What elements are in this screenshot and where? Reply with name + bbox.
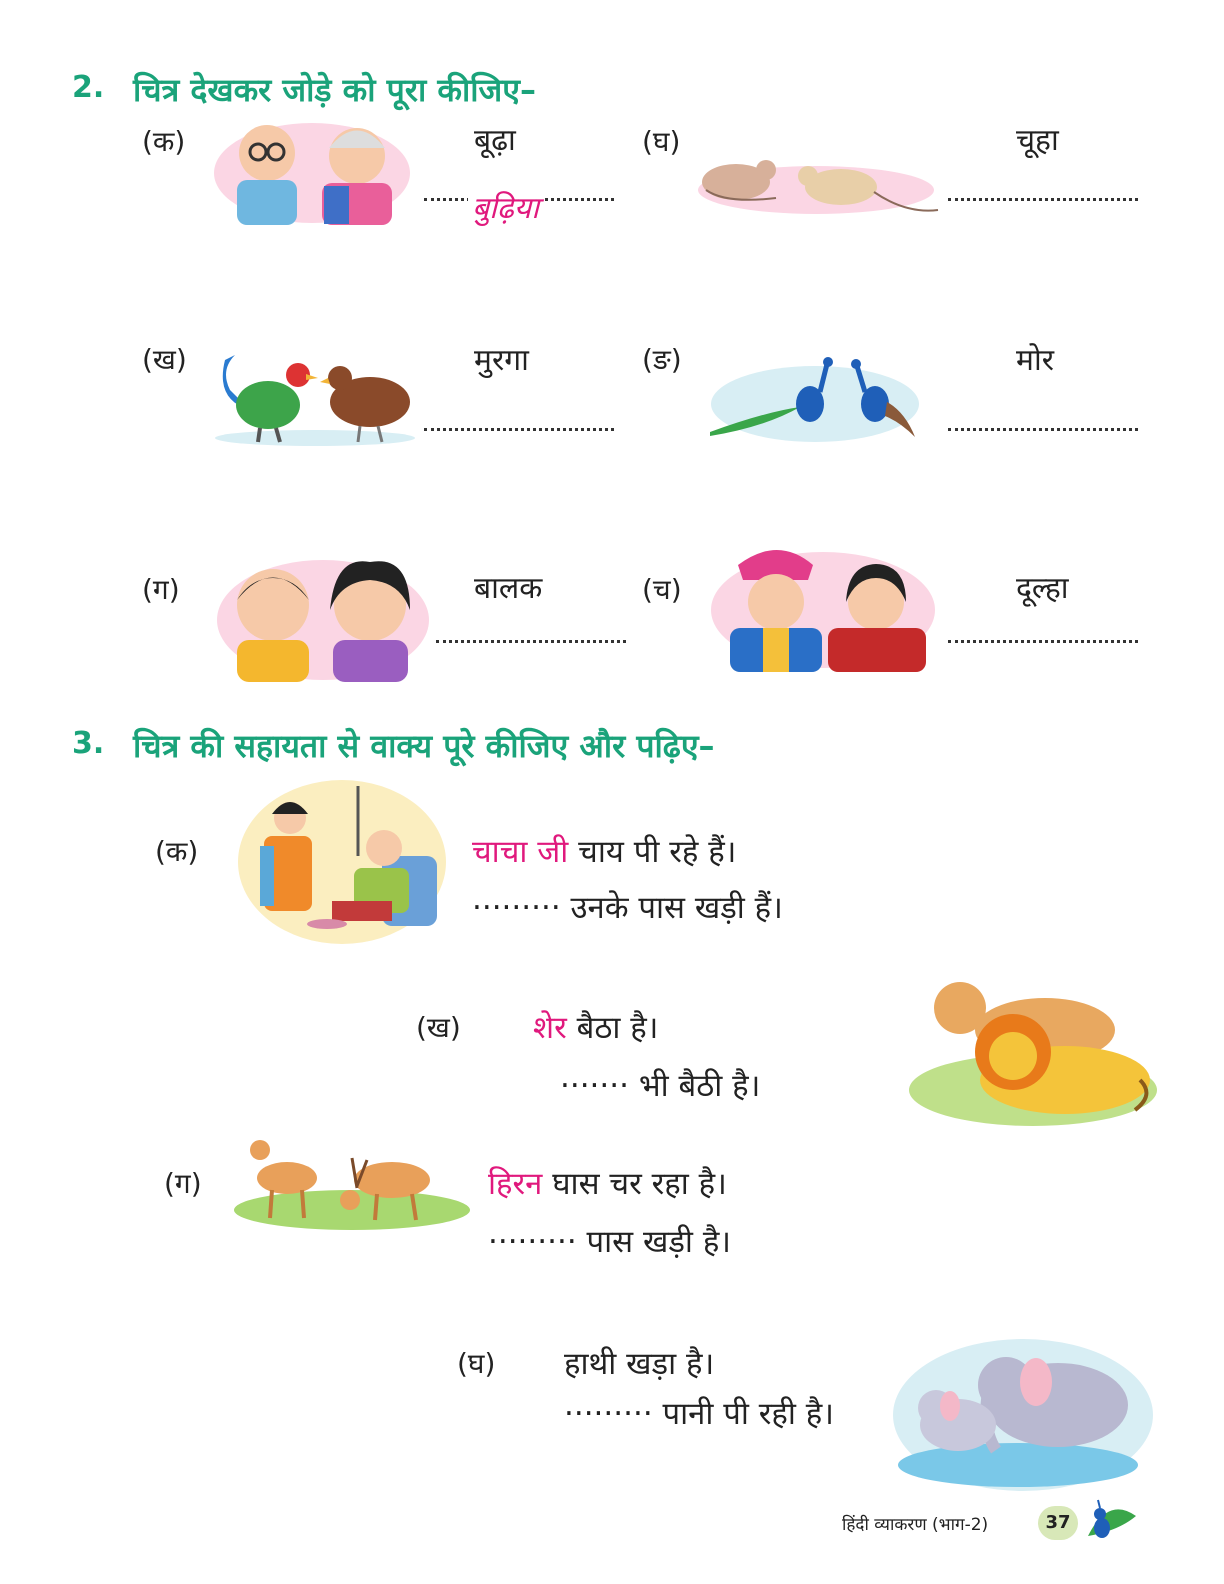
q3-rest2-gha: पानी पी रही है। xyxy=(652,1396,834,1432)
q2-label-gha: (घ) xyxy=(642,125,681,158)
q3-line1-gha xyxy=(564,1342,714,1384)
q3-line1-ka xyxy=(472,830,736,872)
q3-line1-kha xyxy=(533,1006,658,1048)
q3-rest2-ga: पास खड़ी है। xyxy=(576,1224,732,1260)
q2-blank-cha[interactable] xyxy=(948,640,1138,643)
q3-label-ga: (ग) xyxy=(164,1167,202,1200)
q2-label-nga: (ङ) xyxy=(642,343,682,376)
q2-blank-kha[interactable] xyxy=(424,428,614,431)
q3-rest2-ka: उनके पास खड़ी हैं। xyxy=(560,890,783,926)
footer-book-title: हिंदी व्याकरण (भाग-2) xyxy=(842,1515,989,1535)
q2-blank-nga[interactable] xyxy=(948,428,1138,431)
q2-word-gha: चूहा xyxy=(1016,123,1059,158)
q3-label-ka: (क) xyxy=(155,835,199,868)
q3-label-kha: (ख) xyxy=(416,1011,461,1044)
q3-blank-kha[interactable]: ······· xyxy=(560,1068,629,1104)
q2-word-cha: दूल्हा xyxy=(1016,571,1069,606)
q3-blank-ka[interactable]: ········· xyxy=(472,890,561,926)
q2-label-ka: (क) xyxy=(142,125,186,158)
q2-number: 2. xyxy=(72,70,105,105)
q2-blank-gha[interactable] xyxy=(948,198,1138,201)
q2-label-cha: (च) xyxy=(642,573,682,606)
q3-line2-gha xyxy=(564,1392,834,1434)
rooster-hen-icon xyxy=(210,340,420,450)
q2-label-kha: (ख) xyxy=(142,343,187,376)
q3-rest2-kha: भी बैठी है। xyxy=(628,1068,761,1104)
mice-icon xyxy=(696,142,941,222)
q3-label-gha: (घ) xyxy=(457,1347,496,1380)
lions-icon xyxy=(905,970,1160,1130)
peacocks-icon xyxy=(705,352,920,444)
q3-rest-ka: चाय पी रहे हैं। xyxy=(568,834,737,870)
q2-word-kha: मुरगा xyxy=(474,343,529,378)
peacock-logo-icon xyxy=(1078,1496,1138,1546)
page-number: 37 xyxy=(1038,1506,1078,1540)
q3-subject-ga: हिरन xyxy=(488,1166,543,1202)
old-couple-icon xyxy=(212,108,412,228)
q3-rest-gha: हाथी खड़ा है। xyxy=(564,1346,715,1382)
q2-word-nga: मोर xyxy=(1016,343,1054,378)
deer-icon xyxy=(232,1128,472,1233)
q3-rest-ga: घास चर रहा है। xyxy=(542,1166,727,1202)
q3-subject-kha: शेर xyxy=(533,1010,567,1046)
q2-word-ka: बूढ़ा xyxy=(474,123,516,158)
elephants-icon xyxy=(888,1330,1158,1495)
boy-girl-icon xyxy=(215,550,430,682)
tea-scene-icon xyxy=(232,776,447,948)
q3-blank-ga[interactable]: ········· xyxy=(488,1224,577,1260)
q2-word-ga: बालक xyxy=(474,571,543,606)
q2-label-ga: (ग) xyxy=(142,573,180,606)
q3-rest-kha: बैठा है। xyxy=(566,1010,659,1046)
q3-line1-ga xyxy=(488,1162,727,1204)
q2-blank-ga[interactable] xyxy=(436,640,626,643)
q2-title: चित्र देखकर जोड़े को पूरा कीजिए– xyxy=(133,71,536,109)
bride-groom-icon xyxy=(708,540,938,672)
q3-line2-kha xyxy=(560,1064,760,1106)
q3-subject-ka: चाचा जी xyxy=(472,834,569,870)
q3-title: चित्र की सहायता से वाक्य पूरे कीजिए और पढ़िए– xyxy=(133,727,715,765)
q3-line2-ga xyxy=(488,1220,731,1262)
q3-number: 3. xyxy=(72,726,105,761)
q3-blank-gha[interactable]: ········· xyxy=(564,1396,653,1432)
q2-answer-ka: बुढ़िया xyxy=(468,186,543,227)
q3-line2-ka xyxy=(472,886,783,928)
